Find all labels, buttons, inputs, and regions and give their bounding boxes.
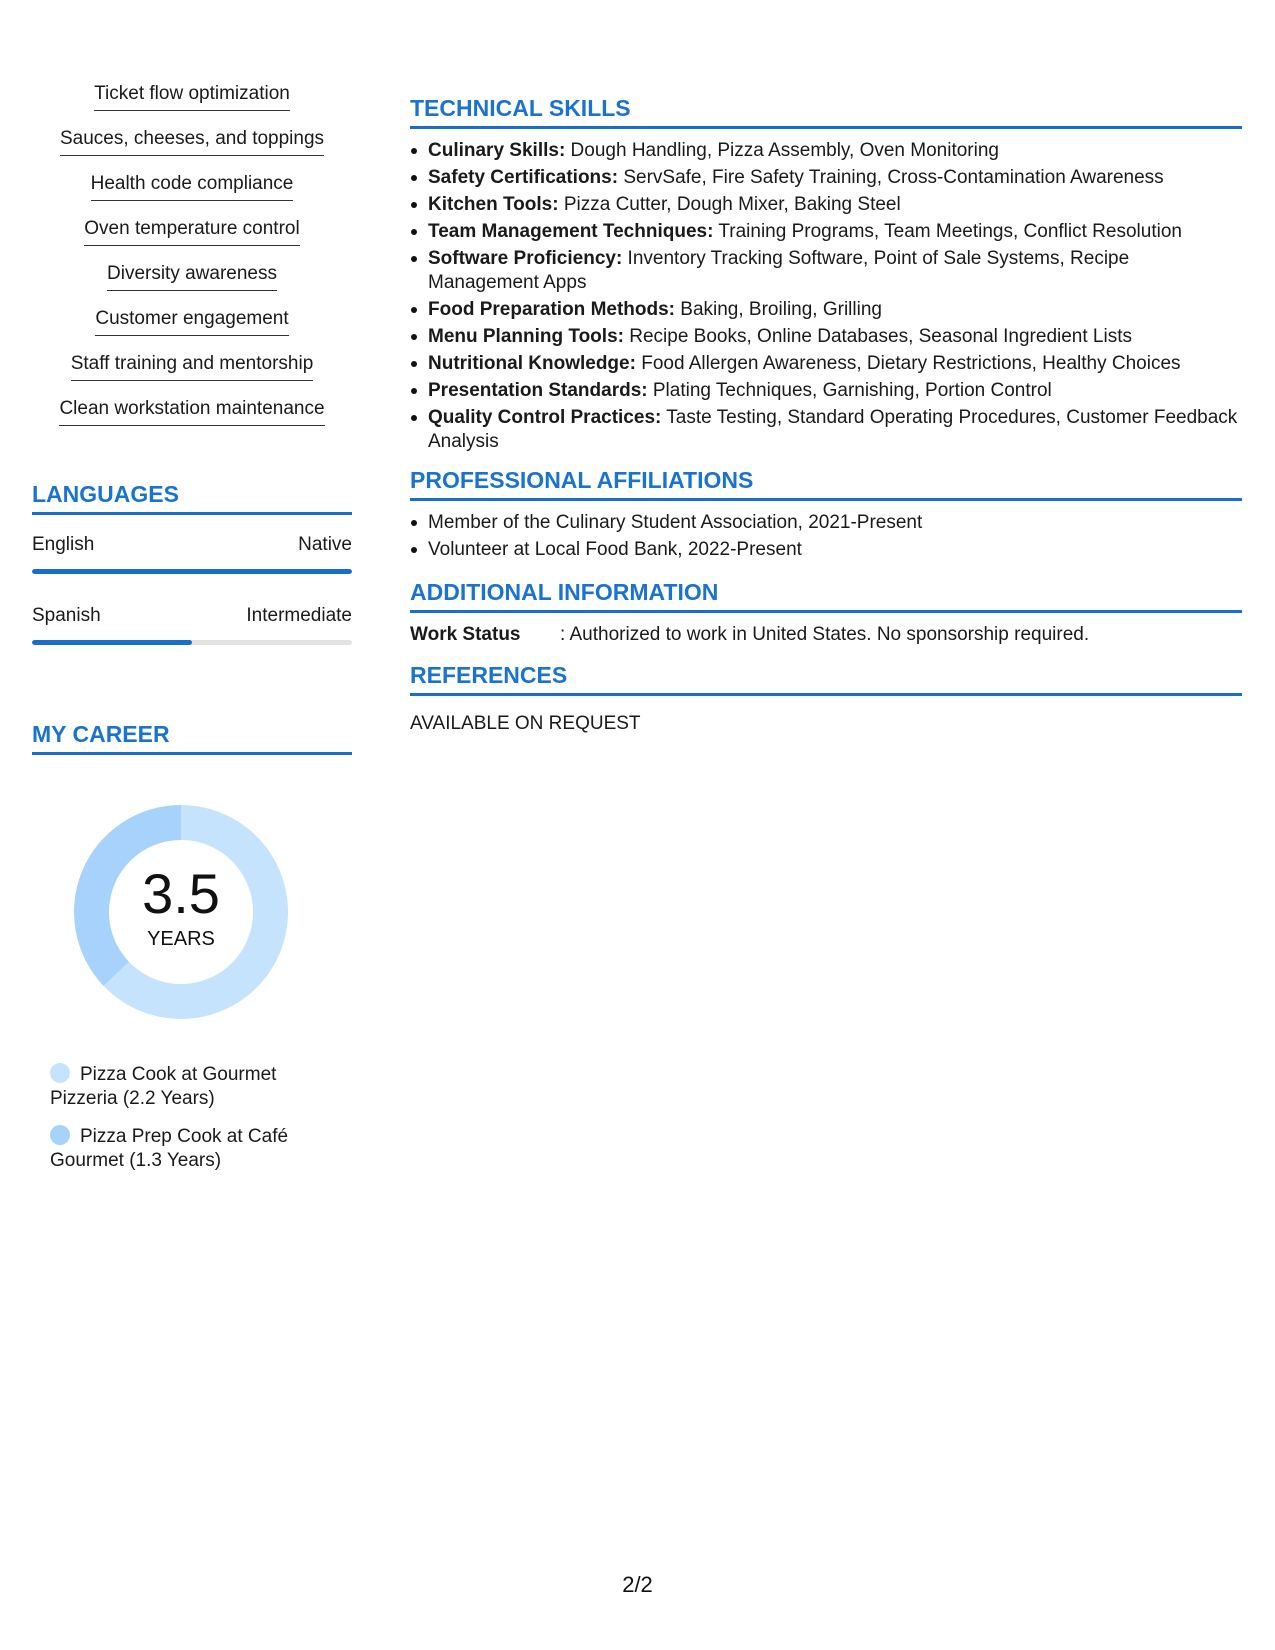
technical-skills-list [410, 139, 1242, 454]
technical-skill-text: Baking, Broiling, Grilling [675, 299, 882, 320]
donut-center [66, 797, 296, 1027]
career-section [32, 720, 352, 1187]
technical-skill-text: Taste Testing, Standard Operating Procedures, Customer Feedback Analysis [428, 407, 1238, 452]
technical-skill-text: Plating Techniques, Garnishing, Portion Control [647, 380, 1052, 401]
technical-skill-label: Safety Certifications: [428, 167, 619, 188]
references-section [410, 661, 1242, 736]
legend-dot-icon [50, 1063, 70, 1083]
skill-label: Sauces, cheeses, and toppings [60, 127, 324, 156]
skill-label: Customer engagement [95, 307, 288, 336]
technical-skill-label: Presentation Standards: [428, 380, 648, 401]
technical-skills-heading: TECHNICAL SKILLS [410, 94, 1242, 129]
technical-skill-label: Nutritional Knowledge: [428, 353, 636, 374]
work-status-value: : Authorized to work in United States. No sponsorship required. [560, 624, 1090, 645]
skill-list [32, 82, 352, 442]
skill-item [32, 307, 352, 352]
languages-heading: LANGUAGES [32, 480, 352, 515]
language-level-bar [32, 569, 352, 574]
skill-item [32, 397, 352, 442]
skill-item [32, 82, 352, 127]
career-heading: MY CAREER [32, 720, 352, 755]
legend-label: Pizza Cook at Gourmet Pizzeria (2.2 Years) [50, 1064, 277, 1109]
technical-skill-item [428, 166, 1242, 190]
technical-skill-label: Software Proficiency: [428, 248, 623, 269]
main-column [410, 94, 1242, 736]
technical-skill-label: Team Management Techniques: [428, 221, 714, 242]
skills-column [32, 82, 352, 442]
legend-item [50, 1125, 310, 1173]
skill-label: Staff training and mentorship [71, 352, 314, 381]
additional-info-heading: ADDITIONAL INFORMATION [410, 578, 1242, 613]
technical-skill-item [428, 247, 1242, 295]
technical-skill-item [428, 298, 1242, 322]
additional-info-section [410, 578, 1242, 647]
technical-skill-text: Recipe Books, Online Databases, Seasonal Ingredient Lists [623, 326, 1132, 347]
language-level-fill [32, 569, 352, 574]
skill-label: Clean workstation maintenance [59, 397, 324, 426]
skill-label: Ticket flow optimization [94, 82, 290, 111]
legend-label: Pizza Prep Cook at Café Gourmet (1.3 Years) [50, 1126, 289, 1171]
career-donut-chart [66, 797, 296, 1027]
language-row [32, 533, 352, 574]
skill-item [32, 172, 352, 217]
technical-skill-item [428, 193, 1242, 217]
language-level-bar [32, 640, 352, 645]
language-level: Native [298, 534, 352, 555]
skill-label: Diversity awareness [107, 262, 277, 291]
technical-skill-label: Food Preparation Methods: [428, 299, 675, 320]
language-name: English [32, 534, 95, 555]
affiliation-item: Volunteer at Local Food Bank, 2022-Present [428, 538, 1242, 562]
legend-dot-icon [50, 1125, 70, 1145]
technical-skill-item [428, 379, 1242, 403]
technical-skill-item [428, 325, 1242, 349]
skill-label: Health code compliance [91, 172, 294, 201]
language-row [32, 604, 352, 645]
technical-skill-label: Culinary Skills: [428, 140, 566, 161]
skill-item [32, 262, 352, 307]
work-status-row [410, 623, 1242, 647]
technical-skill-text: Dough Handling, Pizza Assembly, Oven Monitoring [565, 140, 999, 161]
references-heading: REFERENCES [410, 661, 1242, 696]
technical-skill-label: Quality Control Practices: [428, 407, 662, 428]
technical-skill-item [428, 352, 1242, 376]
technical-skill-text: ServSafe, Fire Safety Training, Cross-Contamination Awareness [618, 167, 1164, 188]
skill-label: Oven temperature control [84, 217, 299, 246]
career-total-unit: YEARS [147, 928, 215, 950]
language-level-fill [32, 640, 192, 645]
affiliation-item: Member of the Culinary Student Association, 2021-Present [428, 511, 1242, 535]
work-status-label: Work Status [410, 624, 521, 645]
career-total-years: 3.5 [142, 862, 220, 925]
language-level: Intermediate [246, 605, 352, 626]
languages-section [32, 480, 352, 645]
technical-skill-label: Kitchen Tools: [428, 194, 559, 215]
technical-skill-item [428, 220, 1242, 244]
language-name: Spanish [32, 605, 101, 626]
technical-skills-section [410, 94, 1242, 454]
page-number: 2/2 [622, 1572, 653, 1597]
legend-item [50, 1063, 310, 1111]
references-text: AVAILABLE ON REQUEST [410, 713, 641, 734]
technical-skill-text: Food Allergen Awareness, Dietary Restrictions, Healthy Choices [635, 353, 1181, 374]
skill-item [32, 217, 352, 262]
technical-skill-text: Inventory Tracking Software, Point of Sale Systems, Recipe Management Apps [428, 248, 1130, 293]
affiliations-section [410, 466, 1242, 562]
technical-skill-text: Training Programs, Team Meetings, Conflict Resolution [713, 221, 1182, 242]
skill-item [32, 127, 352, 172]
skill-item [32, 352, 352, 397]
technical-skill-item [428, 406, 1242, 454]
technical-skill-item [428, 139, 1242, 163]
technical-skill-label: Menu Planning Tools: [428, 326, 624, 347]
career-legend [50, 1063, 310, 1173]
affiliations-heading: PROFESSIONAL AFFILIATIONS [410, 466, 1242, 501]
affiliations-list [410, 511, 1242, 562]
technical-skill-text: Pizza Cutter, Dough Mixer, Baking Steel [558, 194, 901, 215]
